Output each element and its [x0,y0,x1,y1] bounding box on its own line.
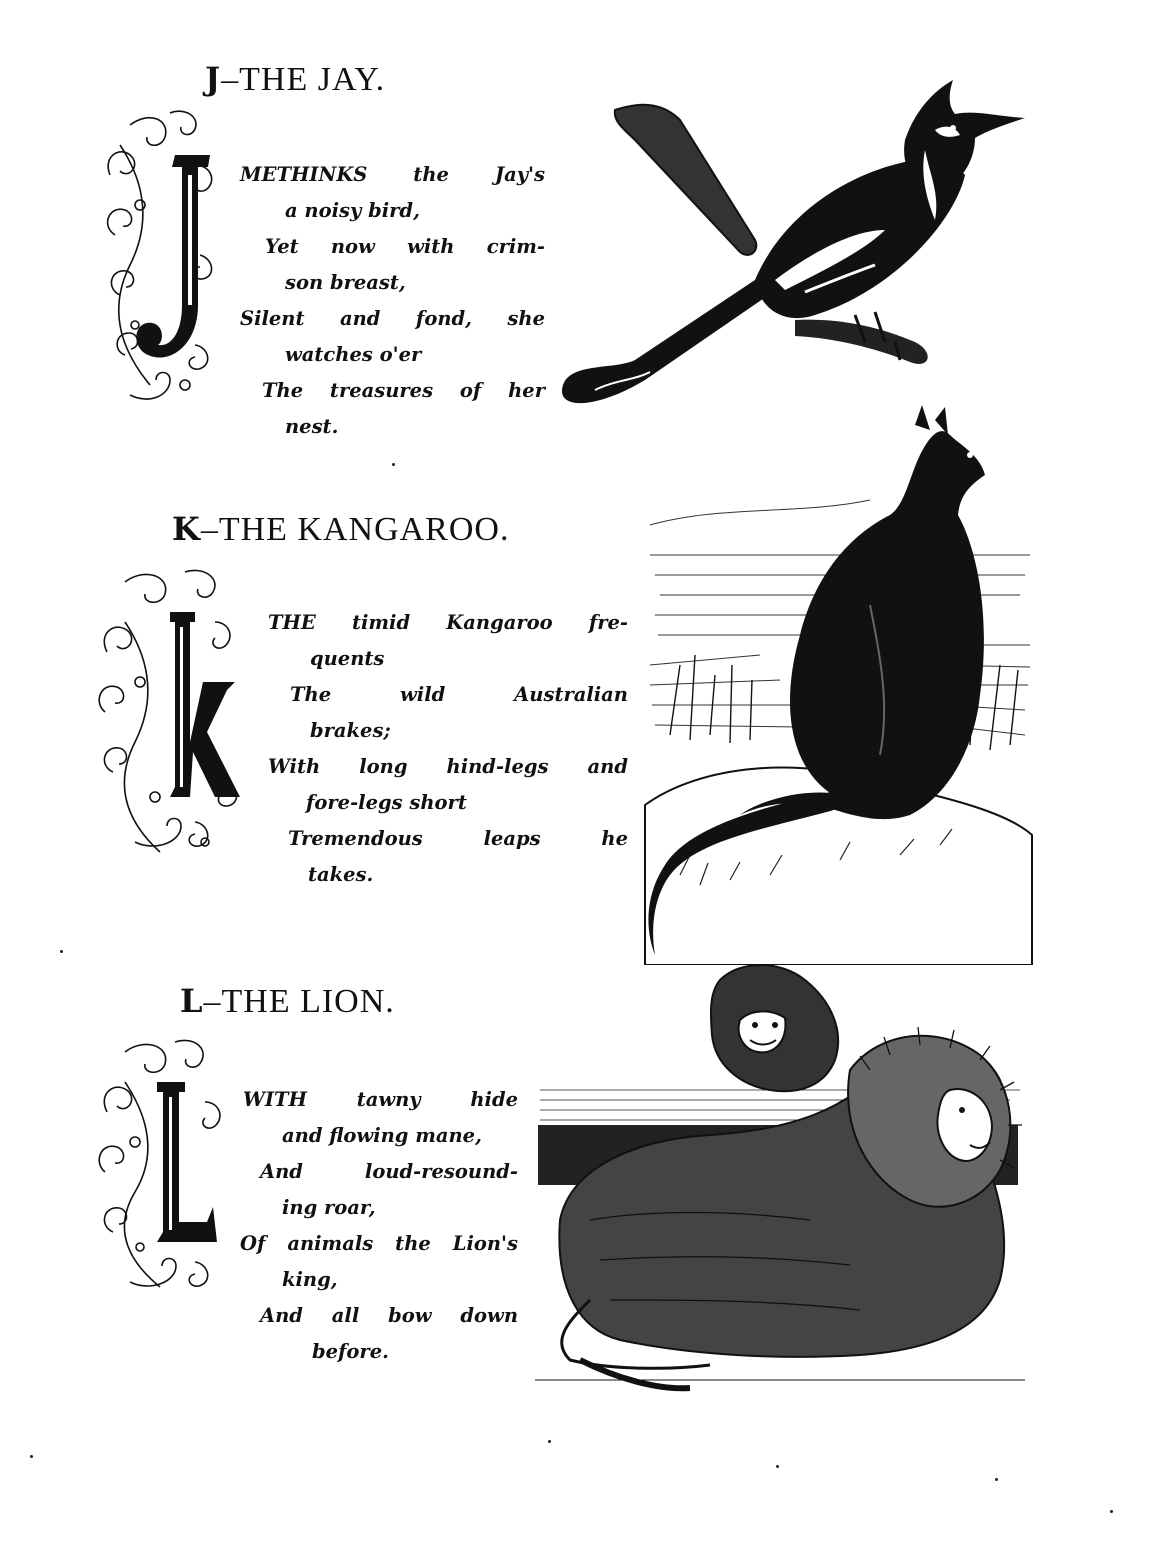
verse-line: And loud-resound- [260,1160,518,1183]
section-title-text: –THE KANGAROO. [200,511,510,548]
verse-line: king, [282,1268,338,1291]
verse-line: takes. [308,863,374,886]
verse-line: brakes; [310,719,391,742]
verse-line: METHINKS the Jay's [240,163,545,186]
verse-line: Of animals the Lion's [240,1232,518,1255]
ornamental-initial-j-icon [100,105,225,410]
section-title-jay [205,60,385,99]
paper-speck [548,1440,551,1443]
section-letter: K [172,510,201,548]
verse-line: With long hind-legs and [268,755,628,778]
verse-line: fore-legs short [306,791,467,814]
kangaroo-illustration [640,405,1035,965]
section-title-text: –THE JAY. [221,61,386,98]
verse-line: THE timid Kangaroo fre- [268,611,628,634]
section-title-kangaroo [172,510,509,549]
paper-speck [60,950,63,953]
paper-speck [1110,1510,1113,1513]
verse-lion [240,1082,518,1370]
verse-line: nest. [285,415,339,438]
verse-line: quents [310,647,385,670]
verse-line: Yet now with crim- [265,235,545,258]
verse-line: a noisy bird, [285,199,420,222]
ornamental-initial-l-icon [95,1032,225,1297]
verse-line: The wild Australian [290,683,628,706]
verse-line: watches o'er [285,343,422,366]
paper-speck [30,1455,33,1458]
section-title-text: –THE LION. [203,983,395,1020]
verse-line: Silent and fond, she [240,307,545,330]
verse-line: son breast, [285,271,406,294]
section-letter: L [180,982,204,1020]
section-title-lion [180,982,395,1021]
verse-line: before. [312,1340,389,1363]
verse-kangaroo [268,605,628,893]
verse-line: and flowing mane, [282,1124,482,1147]
paper-speck [776,1465,779,1468]
section-letter: J [205,60,222,98]
verse-line: And all bow down [260,1304,518,1327]
paper-speck [995,1478,998,1481]
verse-line: ing roar, [282,1196,376,1219]
verse-line: WITH tawny hide [243,1088,518,1111]
lion-illustration [530,960,1030,1400]
jay-bird-illustration [555,80,1035,440]
verse-line: The treasures of her [262,379,545,402]
paper-speck [392,463,395,466]
ornamental-initial-k-icon [95,562,245,862]
verse-line: Tremendous leaps he [288,827,628,850]
verse-jay [240,157,545,445]
